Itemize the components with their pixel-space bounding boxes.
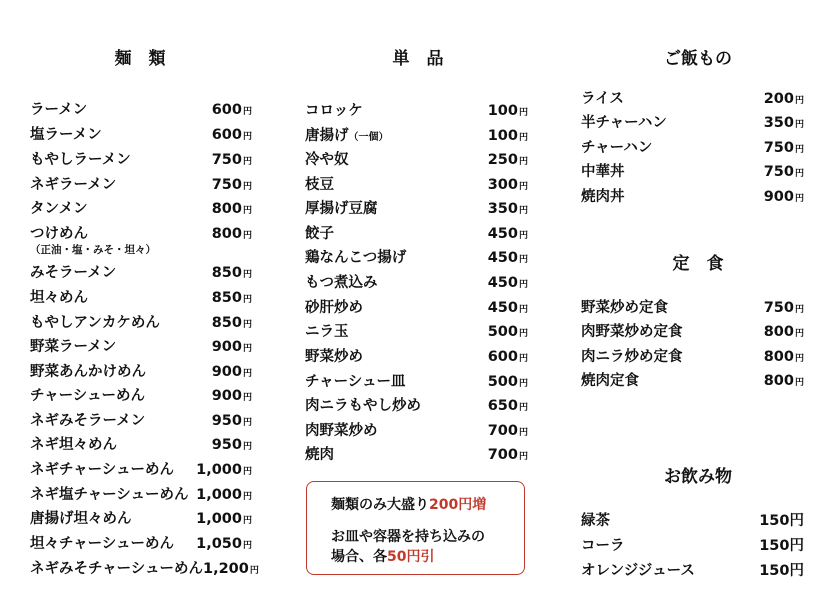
menu-item-price-value: 900 [763,189,794,205]
menu-item-price-unit: 円 [518,379,528,389]
menu-item-price [488,300,528,316]
menu-item-name [305,99,363,120]
menu-item-label: 唐揚げ [305,128,349,144]
menu-item-price [488,226,528,242]
menu-item-price-value: 750 [211,152,242,168]
menu-item-price-value: 450 [487,226,518,242]
menu-item [30,123,252,147]
menu-item-note: （一個） [348,132,389,143]
menu-item-price [212,226,252,242]
menu-item-name [305,222,334,243]
menu-item-price-value: 100 [487,128,518,144]
menu-item [30,384,252,408]
menu-item-price-value: 1,000 [196,487,242,503]
menu-item-price-value: 450 [487,250,518,266]
menu-item-price-unit: 円 [518,280,528,290]
menu-item-name [581,136,652,157]
menu-item-name [581,87,624,108]
menu-item-name [30,360,146,381]
menu-item-price-value: 350 [763,115,794,131]
menu-item [305,124,528,148]
menu-item-name [30,458,174,479]
menu-item-price-unit: 円 [242,320,252,330]
menu-item-name [30,197,88,218]
menu-item-name [305,394,421,415]
menu-item-price-value: 600 [211,127,242,143]
menu-item-label: 砂肝炒め [305,300,363,316]
menu-item-price-value: 800 [763,324,794,340]
menu-item [305,246,528,270]
menu-item-name [30,98,87,119]
notice-line-2: お皿や容器を持ち込みの [331,529,485,545]
menu-item-name [30,483,188,504]
menu-item-price-value: 900 [211,364,242,380]
menu-item-label: チャーシューめん [30,388,145,404]
menu-item-name [581,296,668,317]
menu-item-name [305,197,378,218]
menu-item-price [764,349,804,365]
menu-item-price-value: 150円 [759,513,804,529]
menu-item-price-unit: 円 [242,369,252,379]
menu-item-price-value: 450 [487,275,518,291]
menu-item-price-unit: 円 [242,270,252,280]
menu-item-price [212,290,252,306]
menu-item-name [30,384,145,405]
menu-item [581,160,804,184]
menu-item-price-unit: 円 [242,132,252,142]
menu-item-label: もつ煮込み [305,275,378,291]
menu-item-label: 野菜あんかけめん [30,364,146,380]
menu-item-price-unit: 円 [518,428,528,438]
menu-item [305,271,528,295]
menu-item-price-value: 250 [487,152,518,168]
menu-item-price-value: 750 [763,164,794,180]
menu-item-label: 枝豆 [305,177,334,193]
menu-item-price-unit: 円 [794,120,804,130]
menu-item-name [305,345,363,366]
menu-item-price-value: 750 [763,300,794,316]
menu-item-price-unit: 円 [794,194,804,204]
menu-item-name [305,173,334,194]
menu-item-label: 焼肉 [305,447,334,463]
menu-item-label: ネギ塩チャーシューめん [30,487,189,503]
menu-item-price-value: 600 [211,102,242,118]
menu-item [581,534,804,558]
tsukemen-note: （正油・塩・みそ・坦々） [30,244,156,256]
menu-item-label: つけめん [30,226,88,242]
menu-item [305,345,528,369]
menu-item-price [203,561,259,577]
menu-item-price [212,265,252,281]
menu-item [581,559,804,583]
menu-item-name [30,148,131,169]
menu-item-price-unit: 円 [794,169,804,179]
menu-item-price [212,201,252,217]
menu-item-price-value: 800 [211,201,242,217]
notice-line-3-text: 場合、各 [331,549,387,565]
menu-item-price-unit: 円 [794,96,804,106]
menu-item-price [488,103,528,119]
menu-item-price [488,128,528,144]
menu-item-label: 肉ニラ炒め定食 [581,349,683,365]
menu-item-price [764,164,804,180]
menu-item-name [305,148,349,169]
menu-item [581,369,804,393]
heading-single: 単 品 [392,49,444,69]
menu-item-label: 野菜炒め [305,349,363,365]
menu-item-price-unit: 円 [242,344,252,354]
menu-item [581,87,804,111]
notice-line-1-highlight: 200円増 [429,497,487,513]
menu-item-price-unit: 円 [518,133,528,143]
menu-item-price [759,559,804,580]
menu-item [30,261,252,285]
menu-item-price-value: 950 [211,437,242,453]
menu-item-price [212,339,252,355]
menu-item-price [488,177,528,193]
menu-item-name [305,246,406,267]
menu-item-price-value: 600 [487,349,518,365]
menu-item-label: 坦々めん [30,290,88,306]
menu-item-price-unit: 円 [242,393,252,403]
menu-item-price-value: 1,000 [196,462,242,478]
menu-item [581,136,804,160]
menu-item-price-unit: 円 [242,541,252,551]
menu-item-name [305,443,334,464]
menu-item [30,335,252,359]
menu-item-label: 焼肉丼 [581,189,625,205]
menu-item-price [764,373,804,389]
menu-item-price-value: 500 [487,374,518,390]
menu-item-name [581,534,625,555]
menu-item-label: 肉野菜炒め [305,423,378,439]
menu-item [581,111,804,135]
menu-item-price-value: 500 [487,324,518,340]
menu-item-price [196,536,252,552]
menu-item-name [30,507,132,528]
menu-item [305,443,528,467]
menu-item-name [305,271,378,292]
menu-item [30,311,252,335]
menu-item-name [30,335,116,356]
menu-item-label: 中華丼 [581,164,625,180]
menu-item-label: ニラ玉 [305,324,349,340]
menu-item-label: ネギラーメン [30,177,117,193]
menu-item-price-unit: 円 [518,182,528,192]
menu-item-price-unit: 円 [518,452,528,462]
menu-item-name [30,557,203,578]
menu-item-price [212,364,252,380]
menu-item-label: 野菜炒め定食 [581,300,668,316]
menu-item-price-unit: 円 [794,378,804,388]
notice-line-1-text: 麺類のみ大盛り [331,497,429,513]
menu-item-name [581,369,639,390]
menu-item-price-unit: 円 [242,442,252,452]
menu-item-name [305,419,378,440]
menu-item-price-unit: 円 [249,566,259,576]
menu-item-price-unit: 円 [518,403,528,413]
menu-item-price [764,300,804,316]
menu-item-price-unit: 円 [518,329,528,339]
menu-item-name [30,409,145,430]
menu-item-name [305,370,405,391]
menu-item-price-value: 100 [487,103,518,119]
menu-item-label: 坦々チャーシューめん [30,536,174,552]
menu-item-label: 餃子 [305,226,334,242]
menu-item-label: チャーシュー皿 [305,374,406,390]
menu-item [30,458,252,482]
menu-item-price-value: 950 [211,413,242,429]
notice-line-3 [331,546,434,566]
menu-item [30,173,252,197]
menu-item [305,296,528,320]
menu-item-price [488,275,528,291]
menu-item-price [759,534,804,555]
menu-item [30,557,259,581]
menu-item-price [764,115,804,131]
menu-item-price-value: 200 [763,91,794,107]
menu-item [305,197,528,221]
menu-item-price-unit: 円 [242,206,252,216]
notice-line-3-highlight: 50円引 [387,549,435,565]
menu-item-price-unit: 円 [518,108,528,118]
menu-item-price-unit: 円 [242,467,252,477]
menu-item-price [196,462,252,478]
menu-item-price-unit: 円 [242,107,252,117]
menu-item [30,98,252,122]
menu-item-label: ラーメン [30,102,88,118]
menu-item-price [764,189,804,205]
menu-item-name [30,173,116,194]
menu-item [305,99,528,123]
menu-item-price-value: 900 [211,388,242,404]
menu-item-price-unit: 円 [794,305,804,315]
menu-item-price-unit: 円 [518,231,528,241]
menu-item [305,370,528,394]
menu-item-price [212,152,252,168]
menu-item-price-value: 1,050 [196,536,242,552]
menu-item-label: 肉ニラもやし炒め [305,398,421,414]
menu-item-label: 冷や奴 [305,152,349,168]
menu-item-label: 野菜ラーメン [30,339,117,355]
menu-item-price-value: 1,000 [196,511,242,527]
menu-item-price-value: 800 [211,226,242,242]
menu-item [30,483,252,507]
menu-item-price [488,423,528,439]
menu-item-label: コロッケ [305,103,363,119]
menu-item-name [305,320,349,341]
menu-item-label: 半チャーハン [581,115,667,131]
menu-item-label: もやしラーメン [30,152,131,168]
menu-item-price-value: 1,200 [202,561,249,577]
menu-item-price-unit: 円 [242,516,252,526]
menu-item-price-unit: 円 [242,492,252,502]
menu-item-price-value: 450 [487,300,518,316]
menu-item-price-unit: 円 [242,182,252,192]
notice-line-1 [331,494,486,514]
menu-item [581,320,804,344]
menu-item-name [581,345,683,366]
menu-item-name [305,124,389,145]
menu-item-price-unit: 円 [242,157,252,167]
menu-item-label: 塩ラーメン [30,127,102,143]
menu-item-price [764,91,804,107]
menu-item-label: タンメン [30,201,88,217]
menu-item-price [488,250,528,266]
menu-item-price [488,349,528,365]
menu-item-price-value: 900 [211,339,242,355]
menu-item-label: チャーハン [581,140,653,156]
menu-item-label: 鶏なんこつ揚げ [305,250,407,266]
menu-item-price-unit: 円 [518,157,528,167]
menu-item-price-value: 700 [487,423,518,439]
menu-item-name [30,222,88,243]
menu-item-price-value: 800 [763,373,794,389]
menu-item [305,148,528,172]
menu-item [305,222,528,246]
menu-item-price [488,201,528,217]
menu-item-price-unit: 円 [518,305,528,315]
menu-item-price-value: 700 [487,447,518,463]
menu-item [305,419,528,443]
menu-item-price [764,324,804,340]
menu-item [30,433,252,457]
menu-item-price [488,152,528,168]
menu-item-label: ネギ坦々めん [30,437,117,453]
menu-item-price [196,487,252,503]
menu-item-price-unit: 円 [242,231,252,241]
menu-item-price [212,315,252,331]
menu-item [30,197,252,221]
menu-item-price [212,388,252,404]
menu-item-price-unit: 円 [794,329,804,339]
menu-item-price-value: 850 [211,265,242,281]
menu-item-name [305,296,363,317]
menu-item-price-value: 150円 [759,538,804,554]
menu-item-price-value: 750 [763,140,794,156]
menu-item-price [488,374,528,390]
menu-item [581,345,804,369]
menu-item-price [488,398,528,414]
menu-item [305,320,528,344]
menu-item-label: ネギみそラーメン [30,413,146,429]
menu-item-price-unit: 円 [794,354,804,364]
menu-item-price [759,509,804,530]
menu-item-name [30,286,88,307]
menu-item-price-value: 750 [211,177,242,193]
menu-item-price [764,140,804,156]
menu-item [30,507,252,531]
menu-item-price [212,102,252,118]
menu-item-price-value: 650 [487,398,518,414]
menu-item-name [581,185,625,206]
menu-item-price-unit: 円 [794,145,804,155]
menu-item-label: もやしアンカケめん [30,315,160,331]
menu-item-name [30,311,160,332]
menu-item-price-value: 150円 [759,563,804,579]
menu-item-label: ライス [581,91,624,107]
menu-item-label: オレンジジュース [581,563,695,579]
menu-item-label: 厚揚げ豆腐 [305,201,378,217]
menu-item [30,409,252,433]
menu-item [30,286,252,310]
menu-item-label: みそラーメン [30,265,117,281]
menu-item [581,509,804,533]
menu-item-label: 焼肉定食 [581,373,639,389]
heading-noodles: 麺 類 [114,49,166,69]
menu-item [581,185,804,209]
heading-set: 定 食 [672,254,724,274]
menu-item [30,532,252,556]
menu-item-price-unit: 円 [518,206,528,216]
menu-item-name [30,532,174,553]
menu-item-name [30,261,116,282]
heading-drinks: お飲み物 [664,467,732,487]
notice-box [306,481,525,575]
menu-item-label: コーラ [581,538,625,554]
menu-item-price-value: 850 [211,315,242,331]
menu-item-price [196,511,252,527]
menu-item [30,360,252,384]
menu-item-price [212,437,252,453]
menu-item [581,296,804,320]
menu-item [305,394,528,418]
menu-item-name [30,433,117,454]
menu-item-price [488,324,528,340]
menu-item-name [581,559,695,580]
menu-item-label: ネギチャーシューめん [30,462,174,478]
menu-item-price [488,447,528,463]
heading-rice: ご飯もの [664,49,732,69]
menu-item-price-value: 800 [763,349,794,365]
menu-item-name [30,123,102,144]
menu-item-label: 肉野菜炒め定食 [581,324,683,340]
menu-item-label: 緑茶 [581,513,610,529]
menu-item-price [212,127,252,143]
menu-item-price-value: 300 [487,177,518,193]
menu-item-name [581,509,610,530]
menu-item-price-value: 850 [211,290,242,306]
menu-item [305,173,528,197]
menu-item-price-value: 350 [487,201,518,217]
menu-item-name [581,111,667,132]
menu-item-price [212,413,252,429]
menu-item-name [581,160,625,181]
menu-item-price-unit: 円 [242,418,252,428]
menu-item-label: ネギみそチャーシューめん [30,561,203,577]
menu-item-label: 唐揚げ坦々めん [30,511,132,527]
menu-item-price-unit: 円 [518,354,528,364]
menu-item [30,148,252,172]
menu-item-price-unit: 円 [518,255,528,265]
menu-item-price-unit: 円 [242,295,252,305]
menu-item-name [581,320,683,341]
menu-item-price [212,177,252,193]
